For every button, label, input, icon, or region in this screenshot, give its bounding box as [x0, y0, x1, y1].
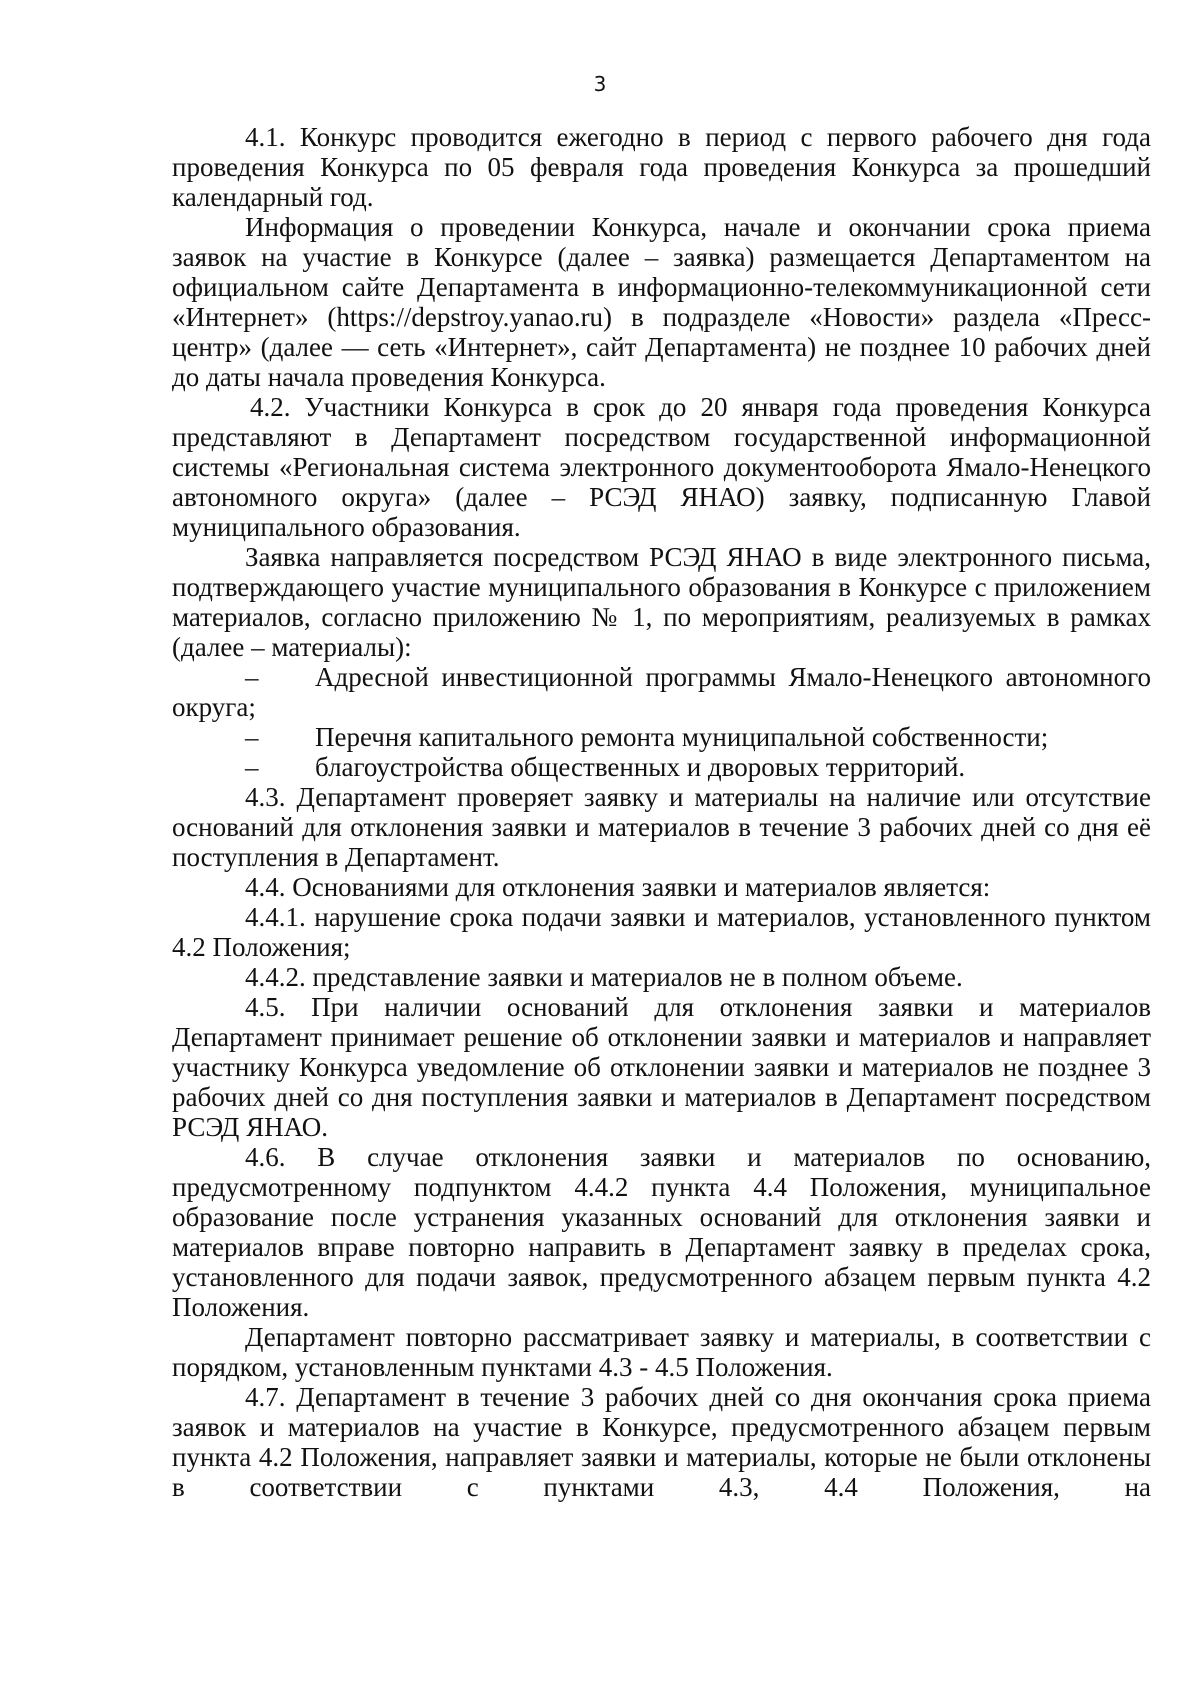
paragraph-repeat-review: Департамент повторно рассматривает заявку и материалы, в соответствии с порядком, установленным пунктами 4.3 - 4.5 Положения.: [172, 1322, 1151, 1382]
paragraph-4-4-2: 4.4.2. представление заявки и материалов не в полном объеме.: [245, 962, 963, 992]
paragraph-4-1: 4.1. Конкурс проводится ежегодно в период с первого рабочего дня года проведения Конкурса по 05 февраля года проведения Конкурса за прошедший календарный год.: [172, 122, 1151, 212]
paragraph-4-4-1: 4.4.1. нарушение срока подачи заявки и материалов, установленного пунктом 4.2 Положения;: [172, 902, 1151, 962]
paragraph-4-7: 4.7. Департамент в течение 3 рабочих дней со дня окончания срока приема заявок и материалов на участие в Конкурсе, предусмотренного абзацем первым пункта 4.2 Положения, направляет заявки и материалы, которые не были отклонены в соответствии с пунктами 4.3, 4.4 Положения, на: [172, 1382, 1151, 1502]
list-item-text: благоустройства общественных и дворовых территорий.: [315, 752, 966, 782]
list-item: [172, 722, 1151, 752]
paragraph-4-6: 4.6. В случае отклонения заявки и материалов по основанию, предусмотренному подпунктом 4.4.2 пункта 4.4 Положения, муниципальное образование после устранения указанных оснований для отклонения заявки и материалов вправе повторно направить в Департамент заявку в пределах срока, установленного для подачи заявок, предусмотренного абзацем первым пункта 4.2 Положения.: [172, 1142, 1151, 1322]
paragraph-4-2: 4.2. Участники Конкурса в срок до 20 января года проведения Конкурса представляют в Департамент посредством государственной информационной системы «Региональная система электронного документооборота Ямало-Ненецкого автономного округа» (далее – РСЭД ЯНАО) заявку, подписанную Главой муниципального образования.: [172, 392, 1151, 542]
page-number: 3: [593, 72, 607, 96]
paragraph-4-5: 4.5. При наличии оснований для отклонения заявки и материалов Департамент принимает решение об отклонении заявки и материалов и направляет участнику Конкурса уведомление об отклонении заявки и материалов не позднее 3 рабочих дней со дня поступления заявки и материалов в Департамент посредством РСЭД ЯНАО.: [172, 992, 1151, 1142]
paragraph-application: Заявка направляется посредством РСЭД ЯНАО в виде электронного письма, подтверждающего участие муниципального образования в Конкурсе с приложением материалов, согласно приложению № 1, по мероприятиям, реализуемых в рамках (далее – материалы):: [172, 542, 1151, 662]
list-item: [172, 662, 1151, 722]
dash-mark: –: [245, 722, 259, 752]
paragraph-info: Информация о проведении Конкурса, начале и окончании срока приема заявок на участие в Конкурсе (далее – заявка) размещается Департаментом на официальном сайте Департамента в информационно-телекоммуникационной сети «Интернет» (https://depstroy.yanao.ru) в подразделе «Новости» раздела «Пресс-центр» (далее — сеть «Интернет», сайт Департамента) не позднее 10 рабочих дней до даты начала проведения Конкурса.: [172, 212, 1151, 392]
list-item: [172, 752, 1151, 782]
paragraph-4-4: 4.4. Основаниями для отклонения заявки и материалов является:: [245, 872, 991, 902]
list-item-text: Адресной инвестиционной программы Ямало-Ненецкого автономного округа;: [172, 662, 1151, 722]
dash-mark: –: [245, 662, 259, 692]
list-item-text: Перечня капитального ремонта муниципальной собственности;: [315, 722, 1049, 752]
document-body: [172, 122, 1151, 1502]
paragraph-4-3: 4.3. Департамент проверяет заявку и материалы на наличие или отсутствие оснований для отклонения заявки и материалов в течение 3 рабочих дней со дня её поступления в Департамент.: [172, 782, 1151, 872]
dash-mark: –: [245, 752, 259, 782]
